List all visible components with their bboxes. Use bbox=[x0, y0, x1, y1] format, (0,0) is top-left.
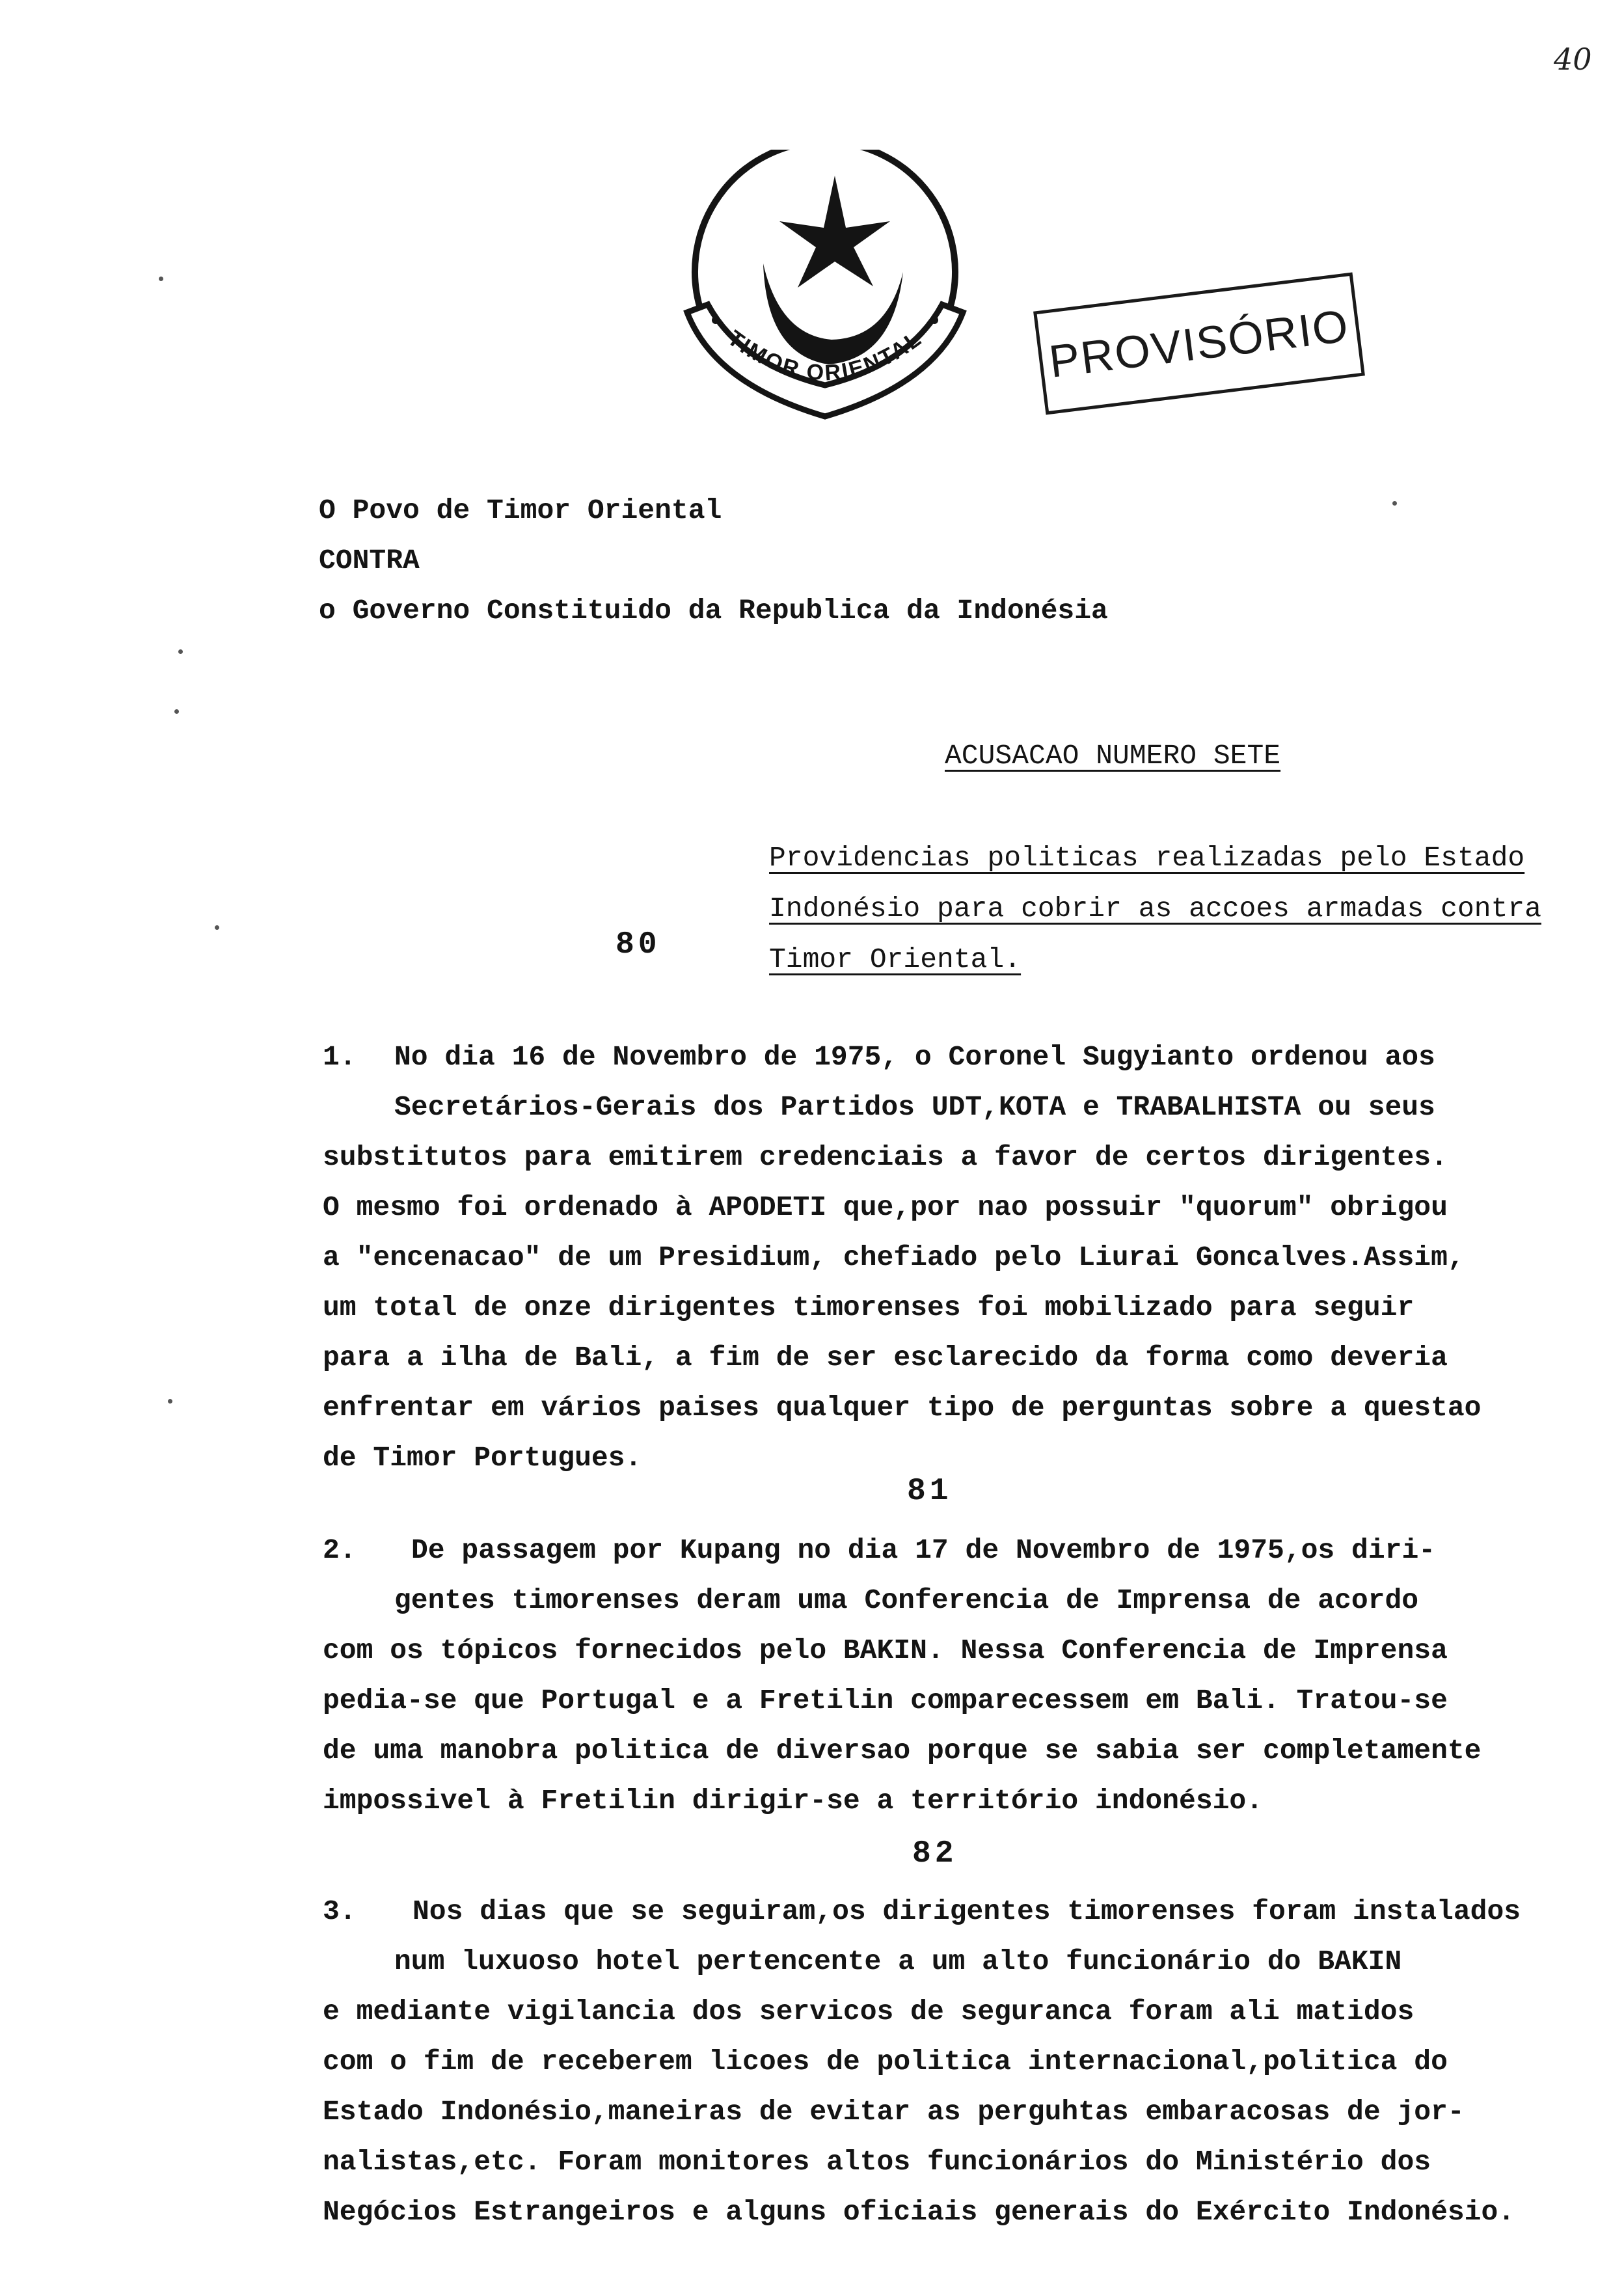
paragraph-number: 2. bbox=[323, 1534, 357, 1566]
accusation-title: ACUSACAO NUMERO SETE bbox=[945, 740, 1281, 772]
scan-speck bbox=[168, 1399, 172, 1404]
paragraph-line: com o fim de receberem licoes de politica internacional,politica do bbox=[323, 2046, 1448, 2078]
paragraph-line: pedia-se que Portugal e a Fretilin comparecessem em Bali. Tratou-se bbox=[323, 1685, 1448, 1717]
paragraph-line: para a ilha de Bali, a fim de ser esclarecido da forma como deveria bbox=[323, 1342, 1448, 1374]
party-line: o Governo Constituido da Republica da Indonésia bbox=[319, 595, 1108, 627]
paragraph-line: Negócios Estrangeiros e alguns oficiais generais do Exército Indonésio. bbox=[323, 2196, 1515, 2228]
section-number-80: 80 bbox=[616, 927, 661, 962]
paragraph-line: Secretários-Gerais dos Partidos UDT,KOTA e TRABALHISTA ou seus bbox=[394, 1091, 1435, 1123]
scan-speck bbox=[178, 649, 183, 654]
scan-speck bbox=[159, 277, 163, 281]
subtitle-line: Indonésio para cobrir as accoes armadas contra bbox=[769, 893, 1541, 925]
subtitle-line: Providencias politicas realizadas pelo Estado bbox=[769, 842, 1525, 874]
timor-oriental-seal-icon bbox=[675, 150, 975, 423]
paragraph-line: de uma manobra politica de diversao porque se sabia ser completamente bbox=[323, 1735, 1482, 1767]
scan-speck bbox=[174, 709, 179, 714]
paragraph-number: 3. bbox=[323, 1895, 357, 1927]
paragraph-line: enfrentar em vários paises qualquer tipo de perguntas sobre a questao bbox=[323, 1392, 1482, 1424]
paragraph-line: num luxuoso hotel pertencente a um alto funcionário do BAKIN bbox=[394, 1946, 1402, 1977]
provisorio-stamp: PROVISÓRIO bbox=[1033, 272, 1365, 414]
subtitle-line: Timor Oriental. bbox=[769, 943, 1022, 975]
paragraph-line: Nos dias que se seguiram,os dirigentes timorenses foram instalados bbox=[413, 1895, 1521, 1927]
paragraph-line: No dia 16 de Novembro de 1975, o Coronel Sugyianto ordenou aos bbox=[394, 1041, 1435, 1073]
paragraph-line: a "encenacao" de um Presidium, chefiado pelo Liurai Goncalves.Assim, bbox=[323, 1242, 1465, 1273]
paragraph-line: O mesmo foi ordenado à APODETI que,por nao possuir "quorum" obrigou bbox=[323, 1191, 1448, 1223]
scan-speck bbox=[1392, 501, 1397, 506]
scan-speck bbox=[215, 925, 219, 930]
paragraph-line: nalistas,etc. Foram monitores altos funcionários do Ministério dos bbox=[323, 2146, 1431, 2178]
paragraph-number: 1. bbox=[323, 1041, 357, 1073]
section-number-81: 81 bbox=[907, 1474, 953, 1509]
paragraph-line: substitutos para emitirem credenciais a favor de certos dirigentes. bbox=[323, 1141, 1448, 1173]
paragraph-line: um total de onze dirigentes timorenses foi mobilizado para seguir bbox=[323, 1292, 1414, 1323]
paragraph-line: impossivel à Fretilin dirigir-se a território indonésio. bbox=[323, 1785, 1264, 1817]
section-number-82: 82 bbox=[912, 1836, 958, 1871]
party-line: O Povo de Timor Oriental bbox=[319, 495, 722, 526]
paragraph-line: com os tópicos fornecidos pelo BAKIN. Nessa Conferencia de Imprensa bbox=[323, 1635, 1448, 1666]
paragraph-line: e mediante vigilancia dos servicos de seguranca foram ali matidos bbox=[323, 1996, 1414, 2028]
party-line: CONTRA bbox=[319, 545, 420, 577]
paragraph-line: De passagem por Kupang no dia 17 de Novembro de 1975,os diri- bbox=[411, 1534, 1436, 1566]
seal-text: TIMOR ORIENTAL bbox=[723, 325, 927, 386]
paragraph-line: gentes timorenses deram uma Conferencia de Imprensa de acordo bbox=[394, 1584, 1419, 1616]
paragraph-line: Estado Indonésio,maneiras de evitar as perguhtas embaracosas de jor- bbox=[323, 2096, 1465, 2128]
paragraph-line: de Timor Portugues. bbox=[323, 1442, 642, 1474]
page-number: 40 bbox=[1554, 42, 1592, 77]
